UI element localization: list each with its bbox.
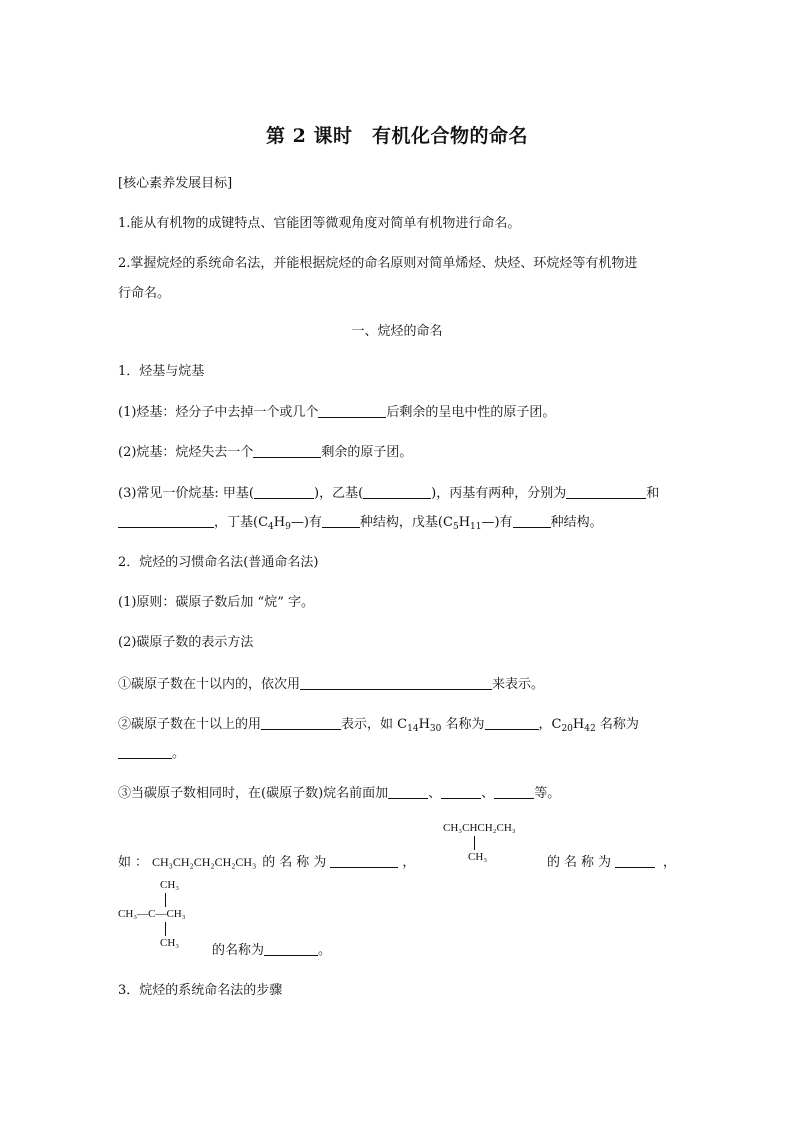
rule-1: (1)原则：碳原子数后加 “烷” 字。 [118, 595, 314, 610]
heading-3: 3．烷烃的系统命名法的步骤 [118, 983, 283, 998]
bond-line [474, 836, 475, 850]
subscript: 4 [268, 522, 274, 532]
example-line-right [547, 855, 676, 869]
goal-1: 1.能从有机物的成键特点、官能团等微观角度对简单有机物进行命名。 [118, 216, 521, 231]
subscript: 20 [561, 724, 573, 734]
c1-text-a: ①碳原子数在十以内的，依次用 [118, 677, 301, 692]
blank[interactable] [513, 515, 551, 528]
p3-text-d: 和 [646, 486, 660, 501]
p3-text-b: )，乙基( [314, 486, 364, 501]
p4-text-e: H [458, 515, 471, 530]
carbon-rule-1 [118, 677, 544, 691]
carbon-rule-2 [118, 717, 639, 734]
goal-2-line-2: 行命名。 [118, 286, 171, 301]
ex-text-b: 的名称为 [262, 855, 331, 870]
ex-text-c: 的名称为 [547, 855, 616, 870]
p1-text-b: 后剩余的呈电中性的原子团。 [386, 405, 556, 420]
c2-text-c: H [418, 717, 430, 732]
bond-line [165, 922, 166, 936]
molecule-2-middle: CH₃—C—CH₃ [118, 908, 186, 920]
subscript: 5 [452, 522, 459, 532]
c2-text-e: ，C [538, 717, 562, 732]
blank[interactable] [494, 786, 534, 799]
example-line-2 [212, 943, 331, 957]
p1-text-a: (1)烃基：烃分子中去掉一个或几个 [118, 405, 319, 420]
c2-text-a: ②碳原子数在十以上的用 [118, 717, 262, 732]
blank[interactable] [388, 786, 428, 799]
c2-text-d: 名称为 [441, 717, 485, 732]
molecule-2-bottom: CH₃ [160, 937, 180, 949]
c2-text-h: 。 [172, 746, 186, 761]
ex-end: 。 [318, 943, 332, 958]
example-line [118, 855, 415, 869]
subscript: 42 [584, 724, 596, 734]
paragraph-2 [118, 445, 412, 459]
blank[interactable] [118, 515, 214, 528]
blank[interactable] [322, 515, 360, 528]
carbon-rule-3 [118, 786, 560, 800]
blank[interactable] [118, 746, 172, 759]
pentane-formula: CH₃CH₂CH₂CH₂CH₃ [152, 855, 257, 869]
p4-text-b: H [273, 515, 286, 530]
c1-text-b: 来表示。 [492, 677, 545, 692]
paragraph-3 [118, 486, 659, 500]
p4-text-c: —)有 [290, 515, 322, 530]
subscript: 11 [470, 522, 482, 532]
blank[interactable] [300, 677, 492, 690]
c3-text-end: 等。 [534, 786, 561, 801]
p3-text-a: (3)常见一价烷基: 甲基( [118, 486, 254, 501]
separator: 、 [481, 786, 495, 801]
goals-header: [核心素养发展目标] [118, 176, 233, 191]
c2-text-b: 表示，如 C [341, 717, 408, 732]
p4-text-a: ，丁基(C [214, 515, 269, 530]
rule-2: (2)碳原子数的表示方法 [118, 635, 254, 650]
page-title: 第 2 课时 有机化合物的命名 [266, 125, 528, 147]
subscript: 9 [285, 522, 291, 532]
molecule-1-chain: CH₃CHCH₂CH₃ [443, 822, 516, 834]
blank[interactable] [264, 943, 318, 956]
c2-text-f: H [572, 717, 585, 732]
blank[interactable] [363, 486, 431, 499]
ex-text-a: 如： [118, 855, 153, 870]
paragraph-4 [118, 515, 603, 532]
blank[interactable] [566, 486, 646, 499]
p4-text-g: 种结构。 [550, 515, 603, 530]
c3-text-a: ③当碳原子数相同时，在(碳原子数)烷名前面加 [118, 786, 389, 801]
p4-text-f: —)有 [481, 515, 513, 530]
separator: 、 [428, 786, 442, 801]
blank[interactable] [485, 717, 539, 730]
bond-line [165, 893, 166, 907]
heading-1: 1．烃基与烷基 [118, 364, 205, 379]
blank[interactable] [330, 855, 398, 868]
blank[interactable] [615, 855, 655, 868]
p3-text-c: )，丙基有两种，分别为 [431, 486, 567, 501]
blank[interactable] [261, 717, 341, 730]
blank[interactable] [318, 405, 386, 418]
subscript: 30 [429, 724, 442, 734]
blank[interactable] [441, 786, 481, 799]
carbon-rule-2-cont [118, 746, 185, 760]
heading-2: 2．烷烃的习惯命名法(普通命名法) [118, 555, 319, 570]
molecule-1-branch: CH₃ [468, 851, 488, 863]
goal-2-line-1: 2.掌握烷烃的系统命名法，并能根据烷烃的命名原则对简单烯烃、炔烃、环烷烃等有机物进 [118, 256, 638, 271]
paragraph-1 [118, 405, 555, 419]
molecule-2-top: CH₃ [160, 879, 180, 891]
blank[interactable] [254, 486, 314, 499]
blank[interactable] [253, 445, 321, 458]
p4-text-d: 种结构，戊基(C [359, 515, 453, 530]
subscript: 14 [407, 724, 419, 734]
ex-text-d: 的名称为 [212, 943, 265, 958]
p2-text-a: (2)烷基：烷烃失去一个 [118, 445, 254, 460]
ex-comma: ， [402, 855, 416, 870]
section-heading: 一、烷烃的命名 [351, 324, 443, 339]
ex-comma-2: ， [663, 855, 677, 870]
c2-text-g: 名称为 [595, 717, 639, 732]
p2-text-b: 剩余的原子团。 [321, 445, 413, 460]
